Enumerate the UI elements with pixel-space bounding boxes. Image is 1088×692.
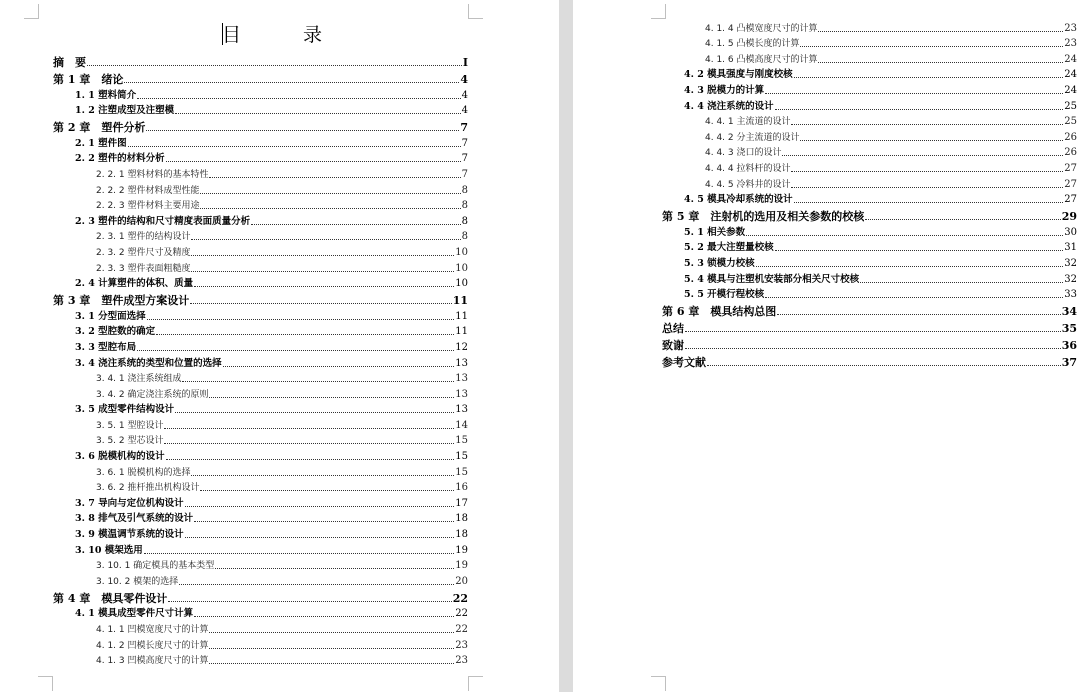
- dot-leader: [137, 350, 454, 351]
- dot-leader: [146, 130, 459, 131]
- toc-entry-page: 24: [1064, 69, 1077, 81]
- dot-leader: [190, 303, 451, 304]
- toc-entry-title: 3. 2 型腔数的确定: [75, 326, 156, 338]
- dot-leader: [194, 521, 454, 522]
- toc-entry-title: 第 3 章 塑件成型方案设计: [53, 294, 190, 308]
- dot-leader: [194, 286, 454, 287]
- toc-entry-page: 15: [455, 451, 468, 463]
- dot-leader: [782, 155, 1063, 156]
- toc-entry-title: 2. 2 塑件的材料分析: [75, 153, 165, 165]
- toc-entry[interactable]: [53, 636, 468, 652]
- dot-leader: [166, 161, 461, 162]
- toc-entry-page: 26: [1064, 147, 1077, 159]
- dot-leader: [200, 208, 460, 209]
- toc-entry-title: 总结: [662, 322, 684, 336]
- toc-entry-title: 3. 4. 2 确定浇注系统的原则: [96, 389, 209, 400]
- toc-entry-page: 23: [1064, 38, 1077, 50]
- toc-entry-title: 4. 1. 1 凹模宽度尺寸的计算: [96, 625, 209, 635]
- toc-entry[interactable]: [53, 432, 468, 448]
- toc-entry[interactable]: [662, 66, 1077, 82]
- toc-entry-title: 2. 3 塑件的结构和尺寸精度表面质量分析: [75, 215, 251, 227]
- toc-entry-page: 13: [455, 373, 468, 385]
- dot-leader: [818, 62, 1063, 63]
- toc-entry-page: 18: [455, 513, 468, 525]
- dot-leader: [124, 82, 459, 83]
- toc-entry[interactable]: [662, 318, 1077, 335]
- toc-entry-page: 8: [461, 200, 468, 212]
- toc-entry-title: 1. 2 注塑成型及注塑模: [75, 105, 175, 117]
- toc-entry-page: 36: [1061, 339, 1077, 353]
- toc-entry[interactable]: [53, 541, 468, 557]
- toc-entry-page: 16: [455, 482, 468, 494]
- toc-entry-title: 2. 1 塑件图: [75, 137, 127, 149]
- toc-entry-page: 24: [1064, 84, 1077, 96]
- toc-entry[interactable]: [53, 150, 468, 166]
- toc-entry-page: 22: [455, 608, 468, 620]
- crop-mark: [468, 676, 483, 691]
- toc-entry[interactable]: [53, 588, 468, 605]
- toc-entry[interactable]: [662, 286, 1077, 302]
- toc-entry-title: 致谢: [662, 339, 684, 353]
- dot-leader: [175, 113, 460, 114]
- dot-leader: [756, 266, 1064, 267]
- dot-leader: [860, 282, 1063, 283]
- toc-entry[interactable]: [662, 19, 1077, 35]
- toc-entry-page: 32: [1064, 273, 1077, 285]
- toc-entry-title: 3. 4 浇注系统的类型和位置的选择: [75, 357, 222, 369]
- toc-entry[interactable]: [662, 301, 1077, 318]
- dot-leader: [223, 366, 455, 367]
- toc-entry-page: 13: [455, 388, 468, 400]
- toc-entry-title: 4. 1. 4 凸模宽度尺寸的计算: [705, 23, 818, 34]
- dot-leader: [775, 250, 1064, 251]
- toc-entry[interactable]: [53, 275, 468, 291]
- toc-entry-page: 4: [461, 105, 468, 117]
- toc-entry[interactable]: [53, 370, 468, 386]
- dot-leader: [209, 177, 460, 178]
- dot-leader: [166, 459, 455, 460]
- toc-entry[interactable]: [53, 416, 468, 432]
- toc-entry-title: 4. 4. 1 主流道的设计: [705, 117, 791, 128]
- toc-entry-title: 摘 要: [53, 56, 86, 69]
- dot-leader: [791, 171, 1063, 172]
- dot-leader: [800, 140, 1063, 141]
- dot-leader: [128, 146, 461, 147]
- dot-leader: [200, 490, 454, 491]
- toc-entry-page: 11: [452, 294, 468, 308]
- toc-entry-title: 第 5 章 注射机的选用及相关参数的校核: [662, 210, 865, 224]
- dot-leader: [800, 46, 1063, 47]
- toc-entry-page: 11: [455, 310, 468, 322]
- dot-leader: [164, 428, 454, 429]
- dot-leader: [251, 224, 460, 225]
- toc-entry[interactable]: [662, 97, 1077, 113]
- crop-mark: [38, 676, 53, 691]
- toc-entry-page: 35: [1061, 322, 1077, 336]
- toc-entry-title: 3. 3 型腔布局: [75, 341, 137, 353]
- toc-entry-page: 37: [1061, 356, 1077, 370]
- toc-entry[interactable]: [662, 191, 1077, 207]
- toc-entry-title: 3. 6 脱模机构的设计: [75, 451, 165, 463]
- toc-entry-title: 2. 2. 3 塑件材料主要用途: [96, 201, 200, 212]
- toc-entry-page: 13: [455, 357, 468, 369]
- dot-leader: [164, 443, 454, 444]
- toc-entry-title: 4. 4 浇注系统的设计: [684, 100, 774, 112]
- toc-entry[interactable]: [53, 479, 468, 495]
- toc-entry-title: 3. 8 排气及引气系统的设计: [75, 513, 194, 525]
- dot-leader: [818, 31, 1063, 32]
- toc-entry[interactable]: [53, 212, 468, 228]
- dot-leader: [179, 584, 454, 585]
- dot-leader: [194, 616, 454, 617]
- toc-entry-page: 4: [461, 89, 468, 101]
- toc-entry[interactable]: [53, 86, 468, 102]
- dot-leader: [707, 365, 1061, 366]
- toc-entry[interactable]: [53, 572, 468, 588]
- toc-entry-page: 33: [1064, 289, 1077, 301]
- dot-leader: [191, 239, 460, 240]
- toc-entry[interactable]: [53, 52, 468, 69]
- toc-entry[interactable]: [53, 652, 468, 668]
- toc-entry[interactable]: [53, 338, 468, 354]
- dot-leader: [147, 319, 455, 320]
- toc-entry-page: 19: [455, 560, 468, 572]
- toc-entry[interactable]: [53, 197, 468, 213]
- toc-entry-page: 27: [1064, 162, 1077, 174]
- toc-entry-page: 8: [461, 184, 468, 196]
- toc-entry[interactable]: [662, 223, 1077, 239]
- dot-leader: [209, 397, 454, 398]
- toc-entry[interactable]: [53, 354, 468, 370]
- toc-entry[interactable]: [662, 50, 1077, 66]
- toc-entry-title: 5. 2 最大注塑量校核: [684, 242, 774, 254]
- toc-entry[interactable]: [662, 81, 1077, 97]
- toc-entry-title: 2. 3. 3 塑件表面粗糙度: [96, 263, 191, 274]
- toc-entry-title: 3. 10 模架选用: [75, 544, 143, 556]
- toc-entry[interactable]: [53, 243, 468, 259]
- toc-entry-title: 4. 1 模具成型零件尺寸计算: [75, 608, 194, 620]
- toc-entry-page: 10: [455, 262, 468, 274]
- dot-leader: [87, 65, 462, 66]
- toc-entry-title: 4. 1. 2 凹模长度尺寸的计算: [96, 640, 209, 651]
- toc-entry[interactable]: [662, 159, 1077, 175]
- toc-entry-page: 4: [460, 73, 468, 86]
- toc-entry-page: 31: [1064, 242, 1077, 254]
- toc-entry-title: 第 2 章 塑件分析: [53, 121, 146, 135]
- toc-entry-title: 2. 3. 2 塑件尺寸及精度: [96, 247, 191, 258]
- toc-entry[interactable]: [53, 401, 468, 417]
- dot-leader: [137, 98, 460, 99]
- toc-heading: 目 录: [222, 24, 351, 46]
- toc-entry[interactable]: [662, 113, 1077, 129]
- dot-leader: [191, 255, 454, 256]
- toc-entry-title: 3. 6. 2 推杆推出机构设计: [96, 483, 200, 494]
- toc-entry[interactable]: [53, 102, 468, 118]
- toc-entry[interactable]: [662, 128, 1077, 144]
- toc-entry-title: 第 4 章 模具零件设计: [53, 591, 168, 605]
- toc-entry-page: 12: [455, 341, 468, 353]
- toc-entry-page: 10: [455, 246, 468, 258]
- dot-leader: [777, 314, 1060, 315]
- toc-entry-page: 8: [461, 231, 468, 243]
- toc-entry-title: 3. 5. 1 型腔设计: [96, 420, 164, 431]
- toc-entry-title: 4. 4. 4 拉料杆的设计: [705, 163, 791, 174]
- toc-entry[interactable]: [662, 335, 1077, 352]
- toc-entry[interactable]: [53, 259, 468, 275]
- dot-leader: [185, 506, 455, 507]
- toc-entry-page: 23: [455, 639, 468, 651]
- dot-leader: [794, 77, 1064, 78]
- toc-entry-page: 14: [455, 419, 468, 431]
- toc-entry-title: 第 1 章 绪论: [53, 73, 124, 86]
- toc-entry[interactable]: [53, 323, 468, 339]
- toc-entry-page: 23: [455, 655, 468, 667]
- dot-leader: [791, 187, 1063, 188]
- dot-leader: [209, 648, 454, 649]
- toc-entry[interactable]: [53, 69, 468, 86]
- crop-mark: [651, 676, 666, 691]
- toc-entry[interactable]: [53, 525, 468, 541]
- dot-leader: [144, 553, 455, 554]
- toc-entry-title: 3. 9 模温调节系统的设计: [75, 529, 184, 541]
- toc-entry[interactable]: [662, 175, 1077, 191]
- toc-entry-page: 11: [455, 326, 468, 338]
- toc-entry-page: 13: [455, 404, 468, 416]
- toc-entry-page: 30: [1064, 226, 1077, 238]
- toc-entry-title: 2. 3. 1 塑件的结构设计: [96, 232, 191, 243]
- toc-entry[interactable]: [53, 557, 468, 573]
- toc-entry-page: 15: [455, 435, 468, 447]
- dot-leader: [791, 124, 1063, 125]
- crop-mark: [651, 4, 666, 19]
- toc-entry-page: 23: [1064, 22, 1077, 34]
- toc-entry-title: 5. 3 锁模力校核: [684, 257, 755, 269]
- dot-leader: [209, 663, 454, 664]
- toc-entry-title: 5. 4 模具与注塑机安装部分相关尺寸校核: [684, 273, 860, 285]
- toc-entry[interactable]: [662, 206, 1077, 223]
- toc-entry-title: 第 6 章 模具结构总图: [662, 305, 777, 319]
- toc-entry-title: 4. 4. 3 浇口的设计: [705, 148, 782, 159]
- dot-leader: [209, 632, 454, 633]
- toc-entry-title: 5. 1 相关参数: [684, 226, 746, 238]
- toc-entry-page: 10: [455, 278, 468, 290]
- toc-entry[interactable]: [53, 117, 468, 134]
- toc-entry-title: 4. 3 脱模力的计算: [684, 84, 765, 96]
- toc-entry-page: 8: [461, 215, 468, 227]
- toc-entry[interactable]: [53, 447, 468, 463]
- toc-entry-title: 2. 2. 1 塑料材料的基本特性: [96, 169, 209, 180]
- toc-entry[interactable]: [53, 463, 468, 479]
- toc-entry-page: 18: [455, 529, 468, 541]
- toc-entry-page: 32: [1064, 257, 1077, 269]
- toc-entry[interactable]: [53, 134, 468, 150]
- toc-entry-title: 4. 1. 5 凸模长度的计算: [705, 39, 800, 50]
- toc-entry[interactable]: [53, 165, 468, 181]
- dot-leader: [775, 109, 1064, 110]
- toc-entry[interactable]: [53, 307, 468, 323]
- toc-entry-page: 34: [1061, 305, 1077, 319]
- dot-leader: [685, 331, 1061, 332]
- toc-entry-title: 3. 4. 1 浇注系统组成: [96, 374, 182, 385]
- toc-entry-page: 22: [452, 591, 468, 605]
- toc-entry[interactable]: [53, 510, 468, 526]
- toc-entry-title: 2. 4 计算塑件的体积、质量: [75, 278, 194, 290]
- toc-entry-page: 25: [1064, 116, 1077, 128]
- dot-leader: [746, 235, 1063, 236]
- toc-entry-title: 2. 2. 2 塑件材料成型性能: [96, 185, 200, 196]
- toc-entry-title: 3. 7 导向与定位机构设计: [75, 497, 184, 509]
- toc-entry-page: 7: [461, 153, 468, 165]
- toc-entry[interactable]: [662, 352, 1077, 369]
- toc-list-page-1: [53, 52, 468, 667]
- toc-entry[interactable]: [662, 144, 1077, 160]
- crop-mark: [24, 4, 39, 19]
- toc-entry-title: 4. 4. 5 冷料井的设计: [705, 179, 791, 190]
- toc-entry-page: 22: [455, 624, 468, 635]
- toc-entry-page: 26: [1064, 131, 1077, 143]
- dot-leader: [191, 271, 454, 272]
- crop-mark: [468, 4, 483, 19]
- dot-leader: [185, 537, 455, 538]
- toc-entry-page: 7: [460, 121, 468, 135]
- toc-entry-title: 1. 1 塑料简介: [75, 89, 137, 101]
- toc-entry[interactable]: [53, 385, 468, 401]
- toc-entry-page: I: [462, 56, 468, 69]
- toc-entry-title: 3. 1 分型面选择: [75, 310, 146, 322]
- toc-entry[interactable]: [662, 254, 1077, 270]
- toc-entry-title: 3. 5. 2 型芯设计: [96, 436, 164, 447]
- toc-entry-title: 3. 10. 1 确定模具的基本类型: [96, 561, 215, 572]
- toc-entry-page: 20: [455, 575, 468, 587]
- dot-leader: [168, 601, 451, 602]
- toc-entry-title: 参考文献: [662, 356, 706, 370]
- toc-entry-title: 4. 4. 2 分主流道的设计: [705, 132, 800, 143]
- toc-entry-page: 7: [461, 137, 468, 149]
- toc-entry-title: 4. 2 模具强度与刚度校核: [684, 69, 793, 81]
- toc-entry[interactable]: [53, 181, 468, 197]
- dot-leader: [156, 334, 454, 335]
- toc-entry-title: 3. 6. 1 脱模机构的选择: [96, 467, 191, 478]
- dot-leader: [182, 381, 454, 382]
- toc-entry[interactable]: [53, 620, 468, 636]
- dot-leader: [175, 412, 454, 413]
- dot-leader: [685, 348, 1061, 349]
- toc-entry-title: 4. 1. 6 凸模高度尺寸的计算: [705, 54, 818, 65]
- toc-entry[interactable]: [662, 239, 1077, 255]
- dot-leader: [794, 202, 1064, 203]
- dot-leader: [191, 475, 454, 476]
- toc-entry[interactable]: [53, 228, 468, 244]
- dot-leader: [865, 219, 1060, 220]
- dot-leader: [200, 193, 460, 194]
- toc-entry[interactable]: [662, 35, 1077, 51]
- toc-entry-page: 27: [1064, 194, 1077, 206]
- toc-entry-page: 17: [455, 497, 468, 509]
- toc-entry-title: 3. 10. 2 模架的选择: [96, 576, 179, 587]
- toc-entry-page: 19: [455, 544, 468, 556]
- page-gap: [559, 0, 573, 692]
- toc-list-page-2: [662, 19, 1077, 369]
- toc-entry-page: 24: [1064, 53, 1077, 65]
- toc-entry-page: 29: [1061, 210, 1077, 224]
- toc-entry-title: 3. 5 成型零件结构设计: [75, 404, 175, 416]
- toc-entry-title: 5. 5 开模行程校核: [684, 289, 765, 301]
- toc-entry[interactable]: [662, 270, 1077, 286]
- toc-entry-page: 15: [455, 466, 468, 478]
- toc-entry[interactable]: [53, 605, 468, 621]
- dot-leader: [215, 568, 454, 569]
- toc-entry-page: 27: [1064, 178, 1077, 190]
- toc-entry[interactable]: [53, 494, 468, 510]
- toc-entry-title: 4. 1. 3 凹模高度尺寸的计算: [96, 656, 209, 667]
- dot-leader: [765, 297, 1063, 298]
- dot-leader: [765, 93, 1063, 94]
- toc-entry[interactable]: [53, 290, 468, 307]
- toc-entry-page: 25: [1064, 100, 1077, 112]
- toc-entry-title: 4. 5 模具冷却系统的设计: [684, 194, 793, 206]
- toc-entry-page: 7: [461, 168, 468, 180]
